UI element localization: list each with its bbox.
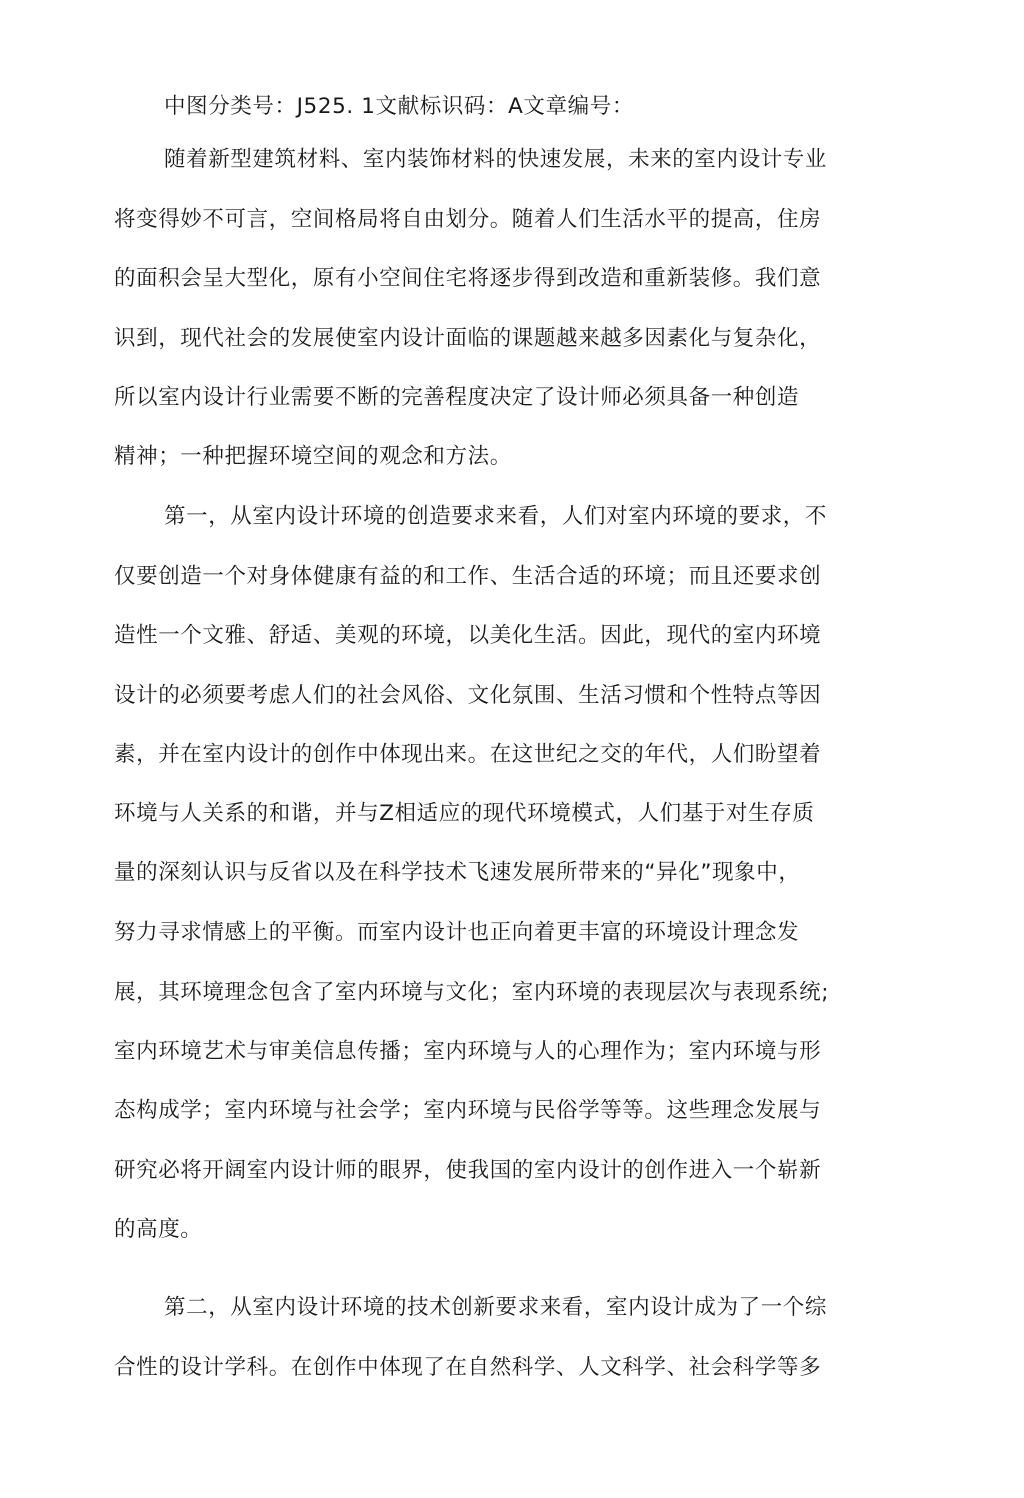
- classification-line: 中图分类号：J525. 1文献标识码：A文章编号：: [164, 94, 634, 119]
- text-line: 研究必将开阔室内设计师的眼界，使我国的室内设计的创作进入一个崭新: [114, 1158, 822, 1183]
- text-line: 造性一个文雅、舒适、美观的环境，以美化生活。因此，现代的室内环境: [114, 623, 822, 648]
- text-line: 努力寻求情感上的平衡。而室内设计也正向着更丰富的环境设计理念发: [114, 920, 800, 945]
- text-line: 识到，现代社会的发展使室内设计面临的课题越来越多因素化与复杂化，: [114, 326, 822, 351]
- text-line: 合性的设计学科。在创作中体现了在自然科学、人文科学、社会科学等多: [114, 1355, 822, 1380]
- text-line: 态构成学；室内环境与社会学；室内环境与民俗学等等。这些理念发展与: [114, 1098, 822, 1123]
- text-line: 所以室内设计行业需要不断的完善程度决定了设计师必须具备一种创造: [114, 385, 800, 410]
- text-line: 室内环境艺术与审美信息传播；室内环境与人的心理作为；室内环境与形: [114, 1039, 822, 1064]
- text-line: 环境与人关系的和谐，并与Z相适应的现代环境模式，人们基于对生存质: [114, 801, 815, 826]
- text-line: 设计的必须要考虑人们的社会风俗、文化氛围、生活习惯和个性特点等因: [114, 683, 822, 708]
- text-line: 精神；一种把握环境空间的观念和方法。: [114, 444, 512, 469]
- text-line: 仅要创造一个对身体健康有益的和工作、生活合适的环境；而且还要求创: [114, 564, 822, 589]
- text-line: 随着新型建筑材料、室内装饰材料的快速发展，未来的室内设计专业: [164, 147, 828, 172]
- text-line: 素，并在室内设计的创作中体现出来。在这世纪之交的年代，人们盼望着: [114, 742, 822, 767]
- text-line: 展，其环境理念包含了室内环境与文化；室内环境的表现层次与表现系统;: [114, 980, 830, 1005]
- text-line: 的面积会呈大型化，原有小空间住宅将逐步得到改造和重新装修。我们意: [114, 266, 822, 291]
- text-line: 将变得妙不可言，空间格局将自由划分。随着人们生活水平的提高，住房: [114, 207, 822, 232]
- text-line: 第二，从室内设计环境的技术创新要求来看，室内设计成为了一个综: [164, 1295, 828, 1320]
- text-line: 第一，从室内设计环境的创造要求来看，人们对室内环境的要求，不: [164, 504, 828, 529]
- text-line: 的高度。: [114, 1217, 203, 1242]
- text-line: 量的深刻认识与反省以及在科学技术飞速发展所带来的“异化”现象中，: [114, 860, 801, 885]
